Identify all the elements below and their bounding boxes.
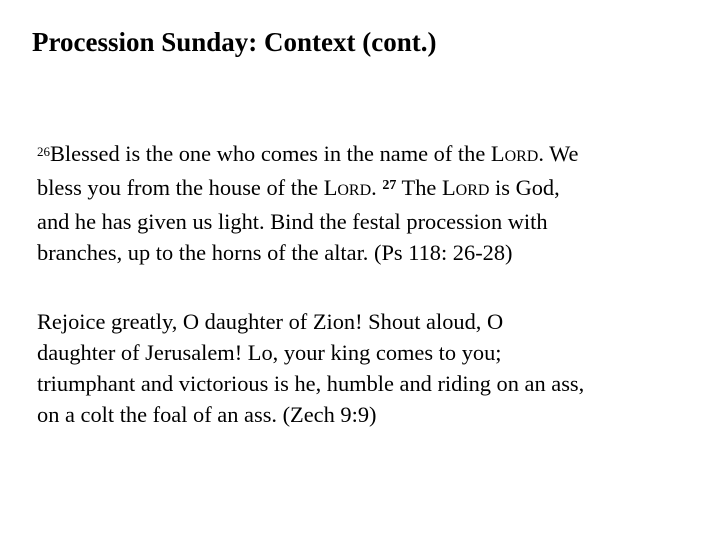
passage-line: triumphant and victorious is he, humble and riding on an ass, <box>37 371 585 396</box>
verse-number: 27 <box>382 178 397 193</box>
passage-text: . We <box>538 141 579 166</box>
passage-line: and he has given us light. Bind the festal procession with <box>37 209 548 234</box>
passage-text: . <box>371 175 383 200</box>
passage-line: branches, up to the horns of the altar. (Ps 118: 26-28) <box>37 240 513 265</box>
passage-line <box>37 172 578 206</box>
passage-text: Blessed is the one who comes in the name of the <box>50 141 491 166</box>
passage-text: is God, <box>489 175 560 200</box>
scripture-passage-psalm <box>37 138 578 268</box>
lord-small-caps: ORD <box>455 182 490 199</box>
lord-small-caps: ORD <box>504 148 539 165</box>
passage-line: Rejoice greatly, O daughter of Zion! Shout aloud, O <box>37 309 504 334</box>
verse-number: 26 <box>37 144 50 159</box>
slide-title: Procession Sunday: Context (cont.) <box>32 27 437 57</box>
passage-text: bless you from the house of the <box>37 175 324 200</box>
passage-line: daughter of Jerusalem! Lo, your king comes to you; <box>37 340 502 365</box>
lord-small-caps-initial: L <box>490 141 505 166</box>
lord-small-caps-initial: L <box>323 175 338 200</box>
scripture-passage-zechariah <box>37 306 584 430</box>
passage-line: on a colt the foal of an ass. (Zech 9:9) <box>37 402 377 427</box>
passage-text: The <box>396 175 442 200</box>
passage-line <box>37 138 578 172</box>
lord-small-caps: ORD <box>337 182 372 199</box>
lord-small-caps-initial: L <box>441 175 456 200</box>
